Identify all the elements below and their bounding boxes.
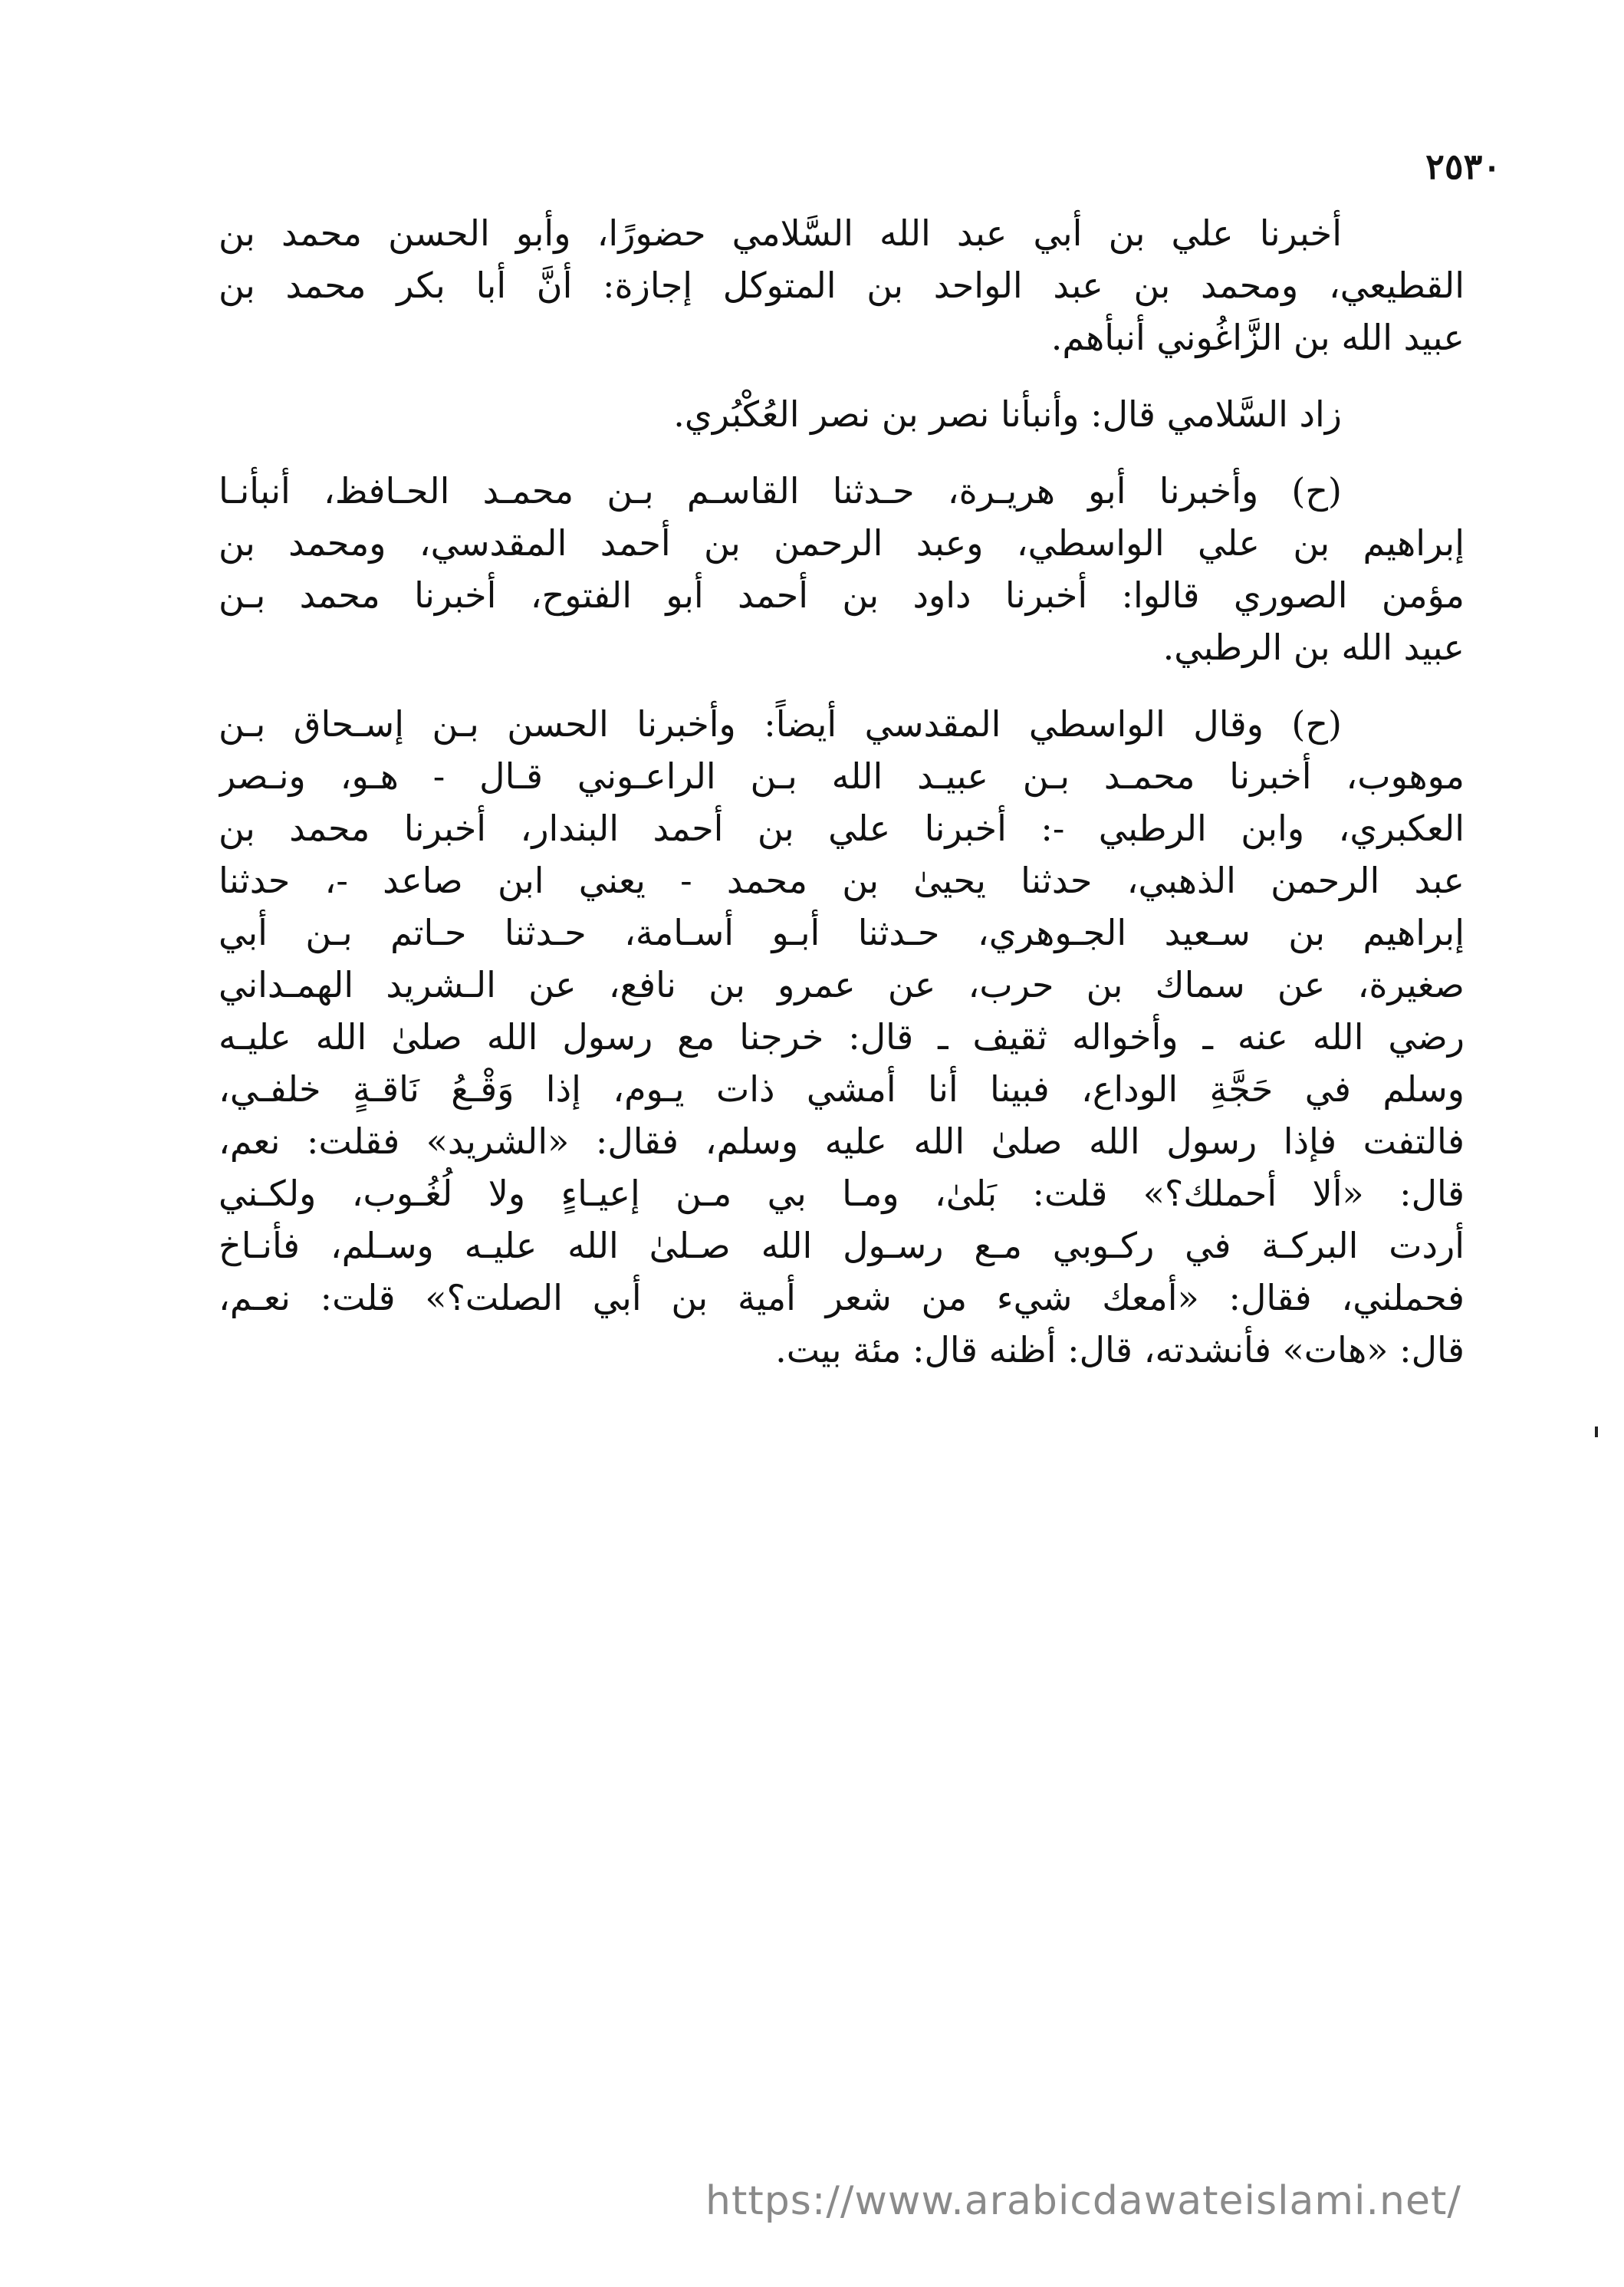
paragraph-1 (219, 207, 1465, 364)
paragraph-3 (219, 465, 1465, 673)
text-line: القطيعي، ومحمد بن عبد الواحد بن المتوكل إجازة: أنَّ أبا بكر محمد بن (219, 265, 1465, 306)
text-line: أردت البركـة في ركـوبي مـع رسـول الله صـلىٰ الله عليـه وسـلم، فأنـاخ (219, 1225, 1465, 1266)
text-line: رضي الله عنه ـ وأخواله ثقيف ـ قال: خرجنا مع رسول الله صلىٰ الله عليـه (219, 1016, 1465, 1058)
text-line: موهوب، أخبرنا محمـد بـن عبيـد الله بـن الراعـوني قـال - هـو، ونـصر (219, 755, 1465, 797)
text-line: (ح) وقال الواسطي المقدسي أيضاً: وأخبرنا الحسن بـن إسـحاق بـن (219, 703, 1342, 745)
text-line: عبيد الله بن الرطبي. (1162, 627, 1465, 668)
text-line: وسلم في حَجَّةِ الوداع، فبينا أنا أمشي ذات يـوم، إذا وَقْـعُ نَاقـةٍ خلفـي، (219, 1068, 1465, 1110)
text-line: إبراهيم بن سـعيد الجـوهري، حـدثنا أبـو أسـامة، حـدثنا حـاتم بـن أبي (219, 912, 1465, 953)
text-line: فالتفت فإذا رسول الله صلىٰ الله عليه وسلم، فقال: «الشريد» فقلت: نعم، (219, 1120, 1465, 1162)
margin-mark (1595, 1426, 1598, 1437)
text-line: (ح) وأخبرنا أبو هريـرة، حـدثنا القاسـم بـن محمـد الحـافظ، أنبأنـا (219, 470, 1342, 512)
paragraph-2 (219, 388, 1465, 440)
text-line: عبيد الله بن الزَّاغُوني أنبأهم. (1050, 317, 1465, 358)
text-line: زاد السَّلامي قال: وأنبأنا نصر بن نصر العُكْبُري. (673, 393, 1342, 435)
text-line: العكبري، وابن الرطبي -: أخبرنا علي بن أحمد البندار، أخبرنا محمد بن (219, 808, 1465, 849)
text-line: قال: «هات» فأنشدته، قال: أظنه قال: مئة بيت. (775, 1329, 1465, 1371)
text-line: صغيرة، عن سماك بن حرب، عن عمرو بن نافع، عن الـشريد الهمـداني (219, 964, 1465, 1005)
text-line: عبد الرحمن الذهبي، حدثنا يحيىٰ بن محمد - يعني ابن صاعد -، حدثنا (219, 860, 1465, 901)
paragraph-4 (219, 698, 1465, 1376)
text-line: إبراهيم بن علي الواسطي، وعبد الرحمن بن أحمد المقدسي، ومحمد بن (219, 522, 1465, 564)
text-line: قال: «ألا أحملك؟» قلت: بَلىٰ، ومـا بي مـن إعيـاءٍ ولا لُغُـوب، ولكـني (219, 1173, 1465, 1214)
body-text (219, 207, 1465, 1400)
page-number: ٢٥٣٠ (1425, 146, 1501, 187)
text-line: مؤمن الصوري قالوا: أخبرنا داود بن أحمد أبو الفتوح، أخبرنا محمد بـن (219, 574, 1465, 616)
text-line: فحملني، فقال: «أمعك شيء من شعر أمية بن أبي الصلت؟» قلت: نعـم، (219, 1277, 1465, 1318)
text-line: أخبرنا علي بن أبي عبد الله السَّلامي حضورًا، وأبو الحسن محمد بن (219, 212, 1342, 254)
watermark-url: https://www.arabicdawateislami.net/ (705, 2178, 1461, 2224)
